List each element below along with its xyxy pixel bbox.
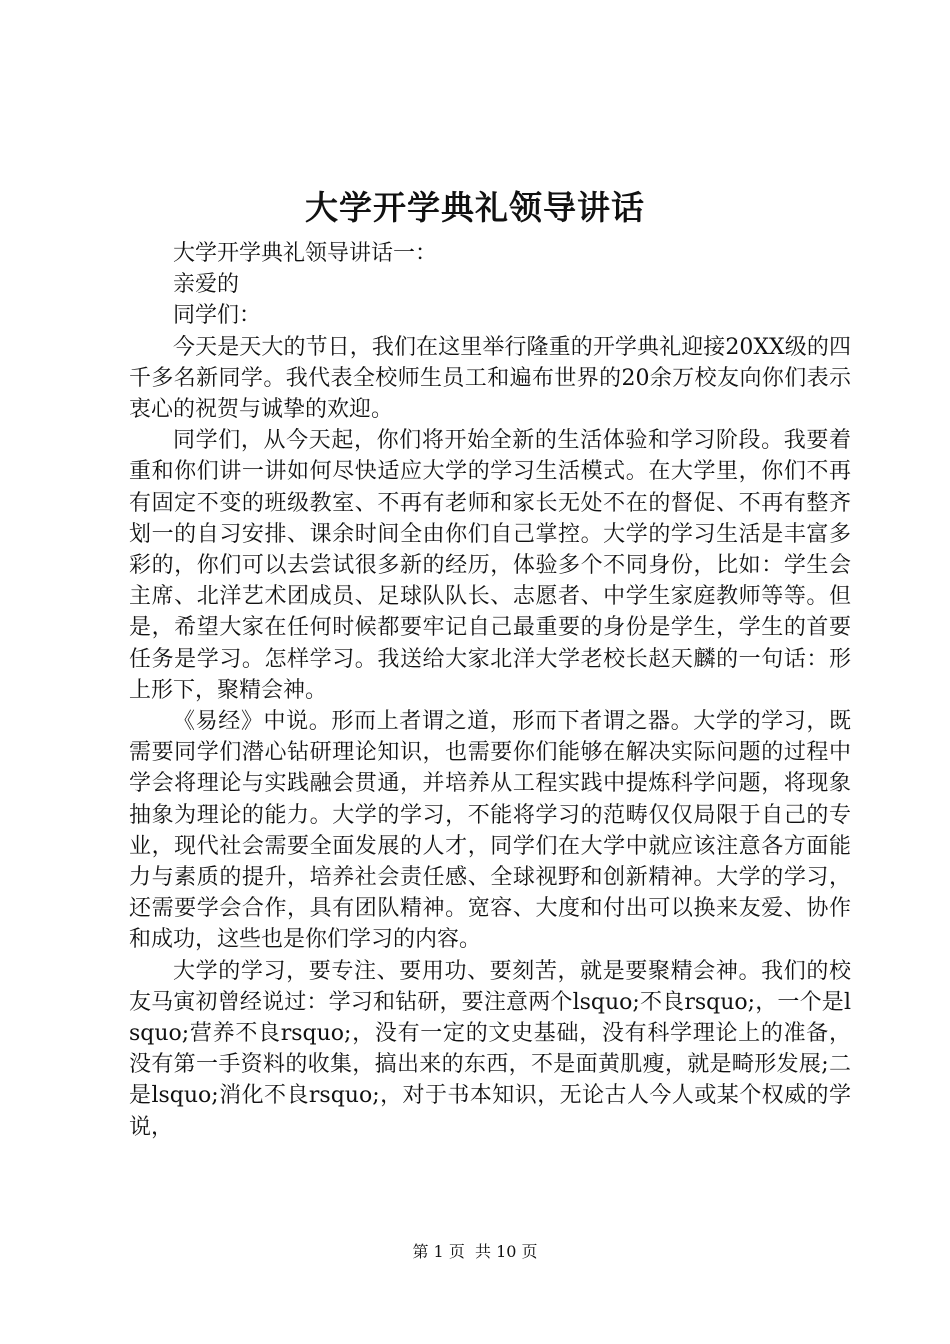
page-footer [0,1241,950,1263]
paragraph-yijing: 《易经》中说。形而上者谓之道，形而下者谓之器。大学的学习，既需要同学们潜心钻研理论知识，也需要你们能够在解决实际问题的过程中学会将理论与实践融会贯通，并培养从工程实践中提炼科学问题，将现象抽象为理论的能力。大学的学习，不能将学习的范畴仅仅局限于自己的专业，现代社会需要全面发展的人才，同学们在大学中就应该注意各方面能力与素质的提升，培养社会责任感、全球视野和创新精神。大学的学习，还需要学会合作，具有团队精神。宽容、大度和付出可以换来友爱、协作和成功，这些也是你们学习的内容。 [129,709,851,953]
paragraph-salutation-2: 同学们： [173,303,262,329]
paragraph-heading: 大学开学典礼领导讲话一： [173,241,438,266]
document-title: 大学开学典礼领导讲话 [305,188,645,227]
document-body [129,238,851,1143]
paragraph-focus: 大学的学习，要专注、要用功、要刻苦，就是要聚精会神。我们的校友马寅初曾经说过：学习和钻研，要注意两个lsquo;不良rsquo;，一个是lsquo;营养不良rsquo;，没有一定的文史基础，没有科学理论上的准备，没有第一手资料的收集，搞出来的东西，不是面黄肌瘦，就是畸形发展;二是lsquo;消化不良rsquo;，对于书本知识，无论古人今人或某个权威的学说， [129,958,851,1140]
paragraph-welcome: 今天是天大的节日，我们在这里举行隆重的开学典礼迎接20XX级的四千多名新同学。我代表全校师生员工和遍布世界的20余万校友向你们表示衷心的祝贺与诚挚的欢迎。 [129,334,851,423]
paragraph-study-life: 同学们，从今天起，你们将开始全新的生活体验和学习阶段。我要着重和你们讲一讲如何尽快适应大学的学习生活模式。在大学里，你们不再有固定不变的班级教室、不再有老师和家长无处不在的督促、不再有整齐划一的自习安排、课余时间全由你们自己掌控。大学的学习生活是丰富多彩的，你们可以去尝试很多新的经历，体验多个不同身份，比如：学生会主席、北洋艺术团成员、足球队队长、志愿者、中学生家庭教师等等。但是，希望大家在任何时候都要牢记自己最重要的身份是学生，学生的首要任务是学习。怎样学习。我送给大家北洋大学老校长赵天麟的一句话：形上形下，聚精会神。 [129,428,851,703]
paragraph-salutation-1: 亲爱的 [173,272,240,298]
page-number-label: 第 1 页 共 10 页 [412,1242,538,1261]
